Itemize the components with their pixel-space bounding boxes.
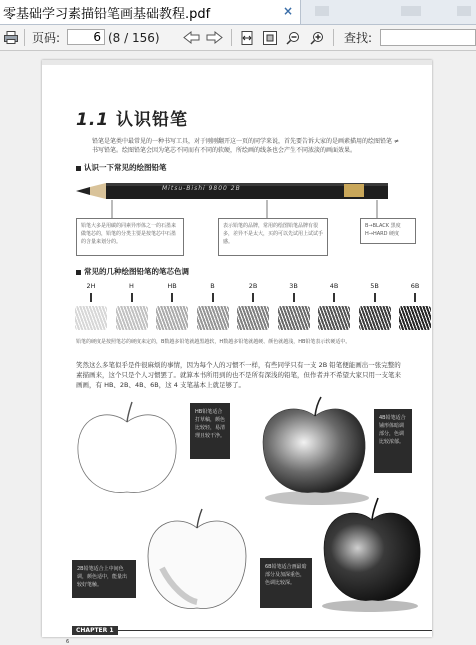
zoom-in-icon[interactable] (307, 25, 327, 50)
section-number: 1.1 (76, 110, 110, 130)
down-arrow-icon (293, 293, 295, 302)
subheading-text: 常见的几种绘图铅笔的笔芯色调 (84, 267, 189, 276)
down-arrow-icon (252, 293, 254, 302)
callout-brand: 表示铅笔的品牌，常用的绘图铅笔品牌有很多，差异不是太大，买的可以先试用上试试手感。 (218, 218, 328, 256)
tab-title: 零基础学习素描铅笔画基础教程.pdf (3, 7, 211, 22)
page-number: 6 (66, 639, 70, 645)
apple-2b-sketch (142, 508, 252, 620)
apple-4b-sketch (257, 396, 372, 506)
bullet-square-icon (76, 270, 81, 275)
grade-label: HB (167, 282, 177, 290)
down-arrow-icon (131, 293, 133, 302)
callout-hardness: B→BLACK 黑度 H→HARD 硬度 (360, 218, 416, 244)
grade-label: 3B (289, 282, 298, 290)
grade-label: H (129, 282, 134, 290)
prev-page-button[interactable] (181, 25, 201, 50)
grade-label: 2B (248, 282, 258, 290)
subheading-common-pencils (76, 162, 167, 173)
grade-caption: 铅笔的硬度是按照笔芯的硬度来定的，B数越多铅笔就越黑越软，H数越多铅笔就越硬、颜色就越浅，HB铅笔表示软硬适中。 (76, 339, 351, 345)
down-arrow-icon (90, 293, 92, 302)
search-input[interactable] (380, 29, 476, 46)
down-arrow-icon (414, 293, 416, 302)
next-page-button[interactable] (204, 25, 224, 50)
tone-swatch (156, 306, 188, 330)
page-label: 页码: (31, 31, 61, 45)
print-icon[interactable] (2, 25, 20, 50)
page-count: (8 / 156) (108, 31, 160, 45)
tone-swatch (75, 306, 107, 330)
tone-swatch (318, 306, 350, 330)
grade-label: 2H (86, 282, 96, 290)
tone-swatch (278, 306, 310, 330)
down-arrow-icon (212, 293, 214, 302)
grade-label: 6B (410, 282, 420, 290)
tone-swatch (197, 306, 229, 330)
toolbar-separator (231, 29, 232, 46)
bubble-hb: HB铅笔适合打草稿，颜色比较轻，易清理且较干净。 (190, 403, 230, 459)
toolbar-separator (24, 29, 25, 46)
document-tab[interactable] (0, 0, 301, 24)
grade-label: 5B (370, 282, 379, 290)
page-top-edge (42, 60, 432, 65)
callout-leaders (42, 200, 432, 220)
document-viewer[interactable] (0, 51, 476, 645)
subheading-text: 认识一下常见的绘图铅笔 (84, 163, 167, 172)
page-number-input[interactable]: 6 (67, 29, 105, 45)
bubble-4b: 4B铅笔适合铺形体暗调部分，色调比较浓郁。 (374, 409, 412, 473)
pdf-page (42, 60, 432, 645)
grade-label: B (210, 282, 215, 290)
tab-bar (0, 0, 476, 25)
body-paragraph: 笑然这么多笔似乎是件很麻烦的事情，因为每个人的习惯不一样，有些同学只有一支 2B 铅笔便能画出一张完整的素描画来，这个只是个人习惯罢了。就算本书所用到的也不是所有深浅的铅笔，但作者并不希望大家只用一支笔来画画，有 HB、2B、4B、6B，这 4 支笔基本上就足够了。 (76, 361, 401, 389)
apple-outline-sketch (72, 400, 187, 500)
subheading-pencil-tones (76, 266, 189, 277)
section-title: 认识铅笔 (116, 110, 189, 130)
pencil-brand-text: Mitsu-Bishi 9800 2B (162, 185, 241, 192)
tone-swatch (237, 306, 269, 330)
tone-swatch (359, 306, 391, 330)
close-icon[interactable]: × (283, 4, 294, 18)
tab-bar-empty (301, 0, 476, 24)
down-arrow-icon (374, 293, 376, 302)
toolbar-separator (333, 29, 334, 46)
section-heading (76, 105, 188, 130)
fit-page-icon[interactable] (260, 25, 280, 50)
bubble-2b: 2B铅笔适合上中间色调，颜色适中，能量出较好笔触。 (72, 560, 136, 598)
bubble-6b: 6B铅笔适合画最暗部分及加深重色，色调比较深。 (260, 558, 312, 608)
grade-label: 4B (329, 282, 339, 290)
chapter-label: CHAPTER 1 (72, 626, 118, 635)
tab-strip-decoration (315, 6, 329, 16)
footer-rule (114, 630, 432, 631)
down-arrow-icon (171, 293, 173, 302)
tone-swatch (116, 306, 148, 330)
tone-swatch (399, 306, 431, 330)
intro-paragraph: 铅笔是笔类中最常见的一种书写工具，对于刚刚翻开这一页的同学来说，首先要告诉大家的是画素描用的绘图铅笔 ≠ 书写铅笔。绘图铅笔会因为笔芯不同而有不同的软硬，所绘画的线条也会产生不同浓淡的画面效果。 (92, 138, 399, 154)
fit-width-icon[interactable] (237, 25, 257, 50)
callout-graphite: 铅笔大多是用碳的同素异形体之一的石墨来做笔芯的，铅笔的分类主要是按笔芯中石墨的含量来划分的。 (76, 218, 184, 256)
tab-strip-decoration (401, 6, 421, 16)
down-arrow-icon (333, 293, 335, 302)
apple-6b-sketch (320, 496, 428, 614)
search-label: 查找: (343, 31, 373, 45)
bullet-square-icon (76, 166, 81, 171)
zoom-out-icon[interactable] (283, 25, 303, 50)
tab-strip-decoration (457, 6, 471, 16)
